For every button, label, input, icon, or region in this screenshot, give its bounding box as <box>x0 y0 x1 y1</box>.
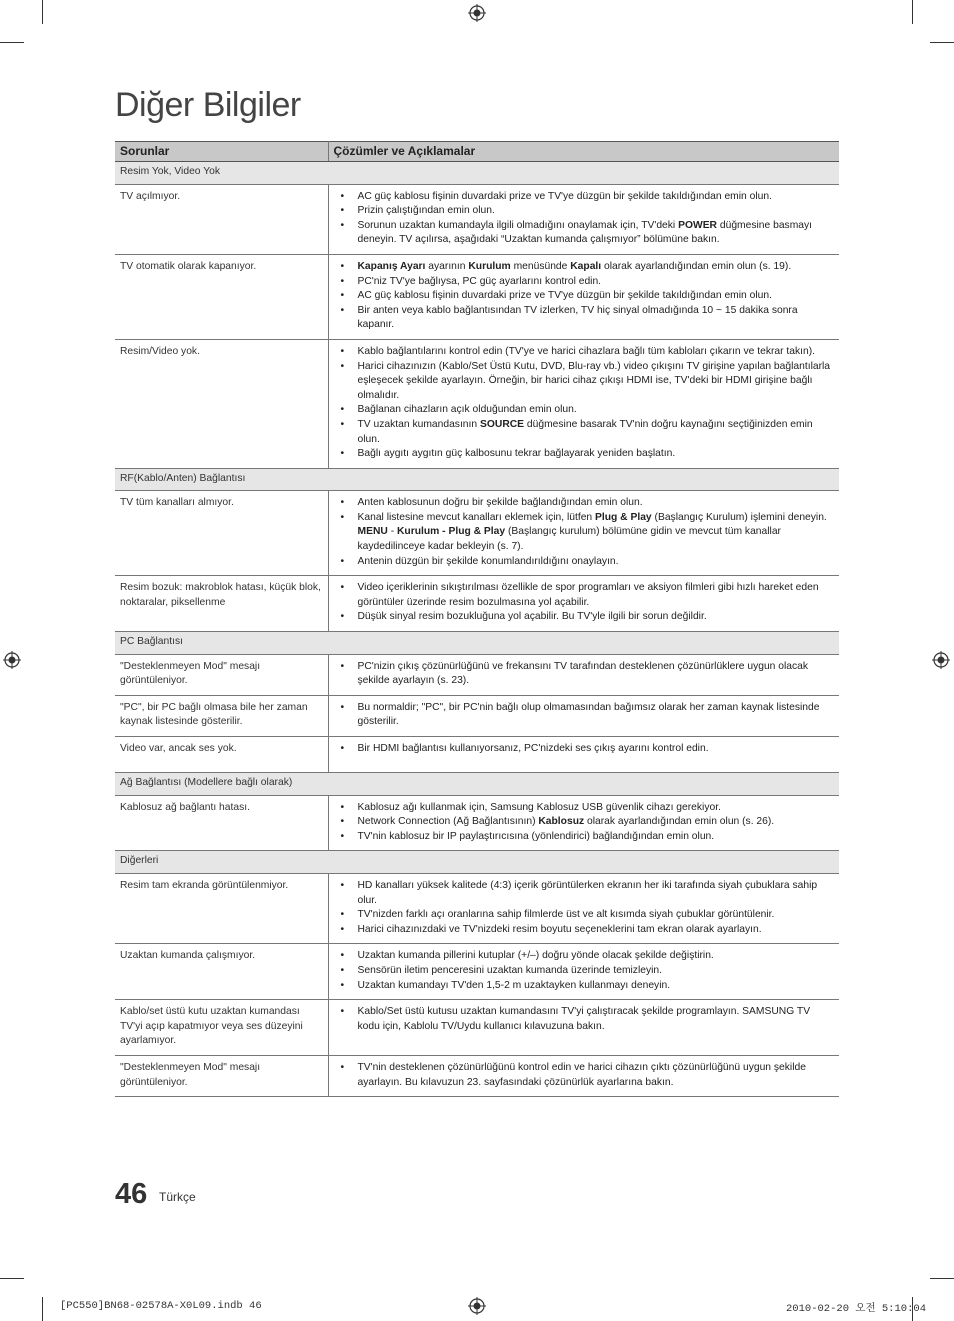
solution-cell <box>328 795 839 851</box>
solution-cell <box>328 339 839 468</box>
section-title: RF(Kablo/Anten) Bağlantısı <box>115 468 839 491</box>
solution-cell <box>328 576 839 632</box>
solution-text: TV'nin desteklenen çözünürlüğünü kontrol edin ve harici cihazın çıktı çözünürlüğünü uygun şekilde ayarlayın. Bu kılavuzun 23. sayfasındaki çözünürlük ayarlarına bakın. <box>357 1061 806 1088</box>
list-item <box>334 204 835 219</box>
solution-list <box>334 801 835 845</box>
solution-text: Harici cihazınızdaki ve TV'nizdeki resim boyutu seçeneklerini tam ekran olarak ayarlayın. <box>357 923 762 935</box>
solution-text: olarak ayarlandığından emin olun (s. 19). <box>601 260 792 272</box>
table-row <box>115 944 839 1000</box>
troubleshooting-table <box>115 141 839 1097</box>
section-title: Diğerleri <box>115 851 839 874</box>
solution-text: Antenin düzgün bir şekilde konumlandırıldığını onaylayın. <box>357 555 619 567</box>
list-item <box>334 964 835 979</box>
column-header-solutions: Çözümler ve Açıklamalar <box>328 142 839 162</box>
table-row <box>115 795 839 851</box>
list-item <box>334 555 835 570</box>
crop-mark <box>42 0 43 24</box>
solution-text: Sensörün iletim penceresini uzaktan kumanda üzerinde temizleyin. <box>357 964 662 976</box>
registration-mark-icon <box>932 651 950 669</box>
emphasis-text: Kapanış Ayarı <box>357 260 426 272</box>
solution-cell <box>328 654 839 695</box>
crop-mark <box>42 1297 43 1321</box>
emphasis-text: Plug & Play <box>595 511 652 523</box>
solution-cell <box>328 184 839 254</box>
solution-text: (Başlangıç kurulum) bölümüne gidin ve mevcut tüm kanallar kaydedilinceye kadar bekleyin (s. 7). <box>357 526 781 553</box>
emphasis-text: SOURCE <box>480 418 525 430</box>
list-item <box>334 949 835 964</box>
table-row <box>115 873 839 943</box>
solution-text: TV'nizden farklı açı oranlarına sahip filmlerde üst ve alt kısımda siyah çubuklar görüntülenir. <box>357 909 775 921</box>
solution-text: PC'niz TV'ye bağlıysa, PC güç ayarlarını kontrol edin. <box>357 275 602 287</box>
solution-text: Bir anten veya kablo bağlantısından TV izlerken, TV hiç sinyal olmadığında 10 ~ 15 dakika sonra kapanır. <box>357 304 798 331</box>
problem-cell: TV açılmıyor. <box>115 184 328 254</box>
list-item <box>334 260 835 275</box>
problem-cell: Uzaktan kumanda çalışmıyor. <box>115 944 328 1000</box>
solution-list <box>334 581 835 625</box>
solution-cell <box>328 873 839 943</box>
solution-list <box>334 701 835 730</box>
list-item <box>334 219 835 248</box>
section-row <box>115 773 839 796</box>
solution-list <box>334 660 835 689</box>
solution-cell <box>328 1055 839 1096</box>
list-item <box>334 581 835 610</box>
emphasis-text: MENU <box>357 526 388 538</box>
solution-text: Kablo/Set üstü kutusu uzaktan kumandasını TV'yi çalıştıracak şekilde programlayın. SAMSUNG TV kodu için, Kablolu TV/Uydu kullanıcı kılavuzuna bakın. <box>357 1006 811 1032</box>
solution-text: Düşük sinyal resim bozukluğuna yol açabilir. Bu TV'yle ilgili bir sorun değildir. <box>357 611 707 623</box>
section-row <box>115 162 839 185</box>
solution-text: TV'nin kablosuz bir IP paylaştırıcısına (yönlendirici) bağlandığından emin olun. <box>357 830 715 842</box>
problem-cell: Kablo/set üstü kutu uzaktan kumandası TV'yi açıp kapatmıyor veya ses düzeyini ayarlamıyor. <box>115 1000 328 1056</box>
list-item <box>334 742 835 757</box>
table-row <box>115 737 839 773</box>
list-item <box>334 879 835 908</box>
list-item <box>334 360 835 404</box>
list-item <box>334 923 835 938</box>
solution-text: Kablosuz ağı kullanmak için, Samsung Kablosuz USB güvenlik cihazı gerekiyor. <box>357 801 721 813</box>
problem-cell: TV otomatik olarak kapanıyor. <box>115 254 328 339</box>
solution-text: Bağlanan cihazların açık olduğundan emin olun. <box>357 404 577 416</box>
solution-text: Network Connection (Ağ Bağlantısının) <box>357 816 539 828</box>
footer-file-info: [PC550]BN68-02578A-X0L09.indb 46 <box>60 1300 262 1312</box>
solution-cell <box>328 254 839 339</box>
list-item <box>334 1005 835 1034</box>
problem-cell: Resim bozuk: makroblok hatası, küçük blok, noktaralar, piksellenme <box>115 576 328 632</box>
column-header-problems: Sorunlar <box>115 142 328 162</box>
list-item <box>334 511 835 555</box>
solution-text: (Başlangıç Kurulum) işlemini deneyin. <box>651 511 827 523</box>
solution-text: düğmesine basmayı deneyin. TV açılırsa, aşağıdaki “Uzaktan kumanda çalışmıyor” bölümüne bakın. <box>357 219 813 246</box>
solution-text: Kablo bağlantılarını kontrol edin (TV'ye ve harici cihazlara bağlı tüm kabloları çıkarın ve tekrar takın). <box>357 345 816 357</box>
emphasis-text: Kapalı <box>570 260 602 272</box>
list-item <box>334 1061 835 1090</box>
table-row <box>115 1055 839 1096</box>
list-item <box>334 345 835 360</box>
table-row <box>115 576 839 632</box>
problem-cell: Video var, ancak ses yok. <box>115 737 328 773</box>
problem-cell: "Desteklenmeyen Mod" mesajı görüntüleniyor. <box>115 1055 328 1096</box>
solution-text: ayarının <box>425 260 469 272</box>
table-body <box>115 162 839 1097</box>
problem-cell: Kablosuz ağ bağlantı hatası. <box>115 795 328 851</box>
list-item <box>334 275 835 290</box>
emphasis-text: Kurulum <box>468 260 511 272</box>
crop-mark <box>0 1278 24 1279</box>
solution-text: TV uzaktan kumandasının <box>357 418 480 430</box>
table-header-row <box>115 142 839 162</box>
solution-text: menüsünde <box>510 260 571 272</box>
solution-text: Bağlı aygıtı aygıtın güç kalbosunu tekrar bağlayarak yeniden başlatın. <box>357 448 676 460</box>
section-row <box>115 632 839 655</box>
solution-text: Prizin çalıştığından emin olun. <box>357 205 495 217</box>
footer-datetime: 2010-02-20 오전 5:10:04 <box>785 1303 926 1315</box>
section-row <box>115 851 839 874</box>
solution-cell <box>328 491 839 576</box>
page-number: 46 <box>115 1178 148 1210</box>
list-item <box>334 815 835 830</box>
solution-text: AC güç kablosu fişinin duvardaki prize ve TV'ye düzgün bir şekilde takıldığından emin olun. <box>357 190 772 202</box>
solution-list <box>334 742 835 757</box>
solution-list <box>334 345 835 462</box>
registration-mark-icon <box>3 651 21 669</box>
problem-cell: TV tüm kanalları almıyor. <box>115 491 328 576</box>
solution-cell <box>328 1000 839 1056</box>
table-row <box>115 1000 839 1056</box>
table-row <box>115 254 839 339</box>
crop-mark <box>0 42 24 43</box>
list-item <box>334 830 835 845</box>
table-row <box>115 184 839 254</box>
language-label: Türkçe <box>159 1190 196 1204</box>
solution-text: Bu normaldir; "PC", bir PC'nin bağlı olup olmamasından bağımsız olarak her zaman kaynak listesinde gösterilir. <box>357 701 820 728</box>
emphasis-text: Kurulum - Plug & Play <box>396 526 506 538</box>
table-row <box>115 695 839 736</box>
solution-text: - <box>387 526 397 538</box>
emphasis-text: Kablosuz <box>538 816 585 828</box>
crop-mark <box>912 0 913 24</box>
registration-mark-icon <box>468 1297 486 1315</box>
list-item <box>334 979 835 994</box>
solution-list <box>334 260 835 333</box>
table-row <box>115 654 839 695</box>
solution-cell <box>328 944 839 1000</box>
solution-list <box>334 1061 835 1090</box>
solution-text: Bir HDMI bağlantısı kullanıyorsanız, PC'nizdeki ses çıkış ayarını kontrol edin. <box>357 743 709 754</box>
solution-text: HD kanalları yüksek kalitede (4:3) içerik görüntülerken ekranın her iki tarafında siyah çubuklara sahip olur. <box>357 879 818 906</box>
list-item <box>334 304 835 333</box>
list-item <box>334 190 835 205</box>
section-title: Ağ Bağlantısı (Modellere bağlı olarak) <box>115 773 839 796</box>
table-row <box>115 339 839 468</box>
solution-text: düğmesine basarak TV'nin doğru kaynağını seçtiğinizden emin olun. <box>357 418 813 445</box>
solution-text: Uzaktan kumanda pillerini kutuplar (+/–) doğru yönde olacak şekilde değiştirin. <box>357 950 714 962</box>
problem-cell: Resim/Video yok. <box>115 339 328 468</box>
solution-text: olarak ayarlandığından emin olun (s. 26). <box>584 816 775 828</box>
registration-mark-icon <box>468 4 486 22</box>
crop-mark <box>930 1278 954 1279</box>
problem-cell: Resim tam ekranda görüntülenmiyor. <box>115 873 328 943</box>
solution-text: Kanal listesine mevcut kanalları eklemek için, lütfen <box>357 511 596 523</box>
solution-list <box>334 879 835 937</box>
solution-text: Uzaktan kumandayı TV'den 1,5-2 m uzaktayken kullanmayı deneyin. <box>357 979 671 991</box>
solution-list <box>334 1005 835 1034</box>
list-item <box>334 908 835 923</box>
section-row <box>115 468 839 491</box>
solution-list <box>334 949 835 993</box>
list-item <box>334 418 835 447</box>
problem-cell: "PC", bir PC bağlı olmasa bile her zaman kaynak listesinde gösterilir. <box>115 695 328 736</box>
section-title: Resim Yok, Video Yok <box>115 162 839 185</box>
solution-text: Video içeriklerinin sıkıştırılması özellikle de spor programları ve aksiyon filmleri gibi hızlı hareket eden görüntüler üzerinde resim bozulmasına yol açabilir. <box>357 582 819 608</box>
list-item <box>334 496 835 511</box>
solution-cell <box>328 737 839 773</box>
list-item <box>334 403 835 418</box>
solution-text: Anten kablosunun doğru bir şekilde bağlandığından emin olun. <box>357 497 643 509</box>
solution-list <box>334 496 835 569</box>
solution-text: PC'nizin çıkış çözünürlüğünü ve frekansını TV tarafından desteklenen çözünürlüklere uygun olacak şekilde ayarlayın (s. 23). <box>357 660 809 687</box>
list-item <box>334 801 835 816</box>
page-title: Diğer Bilgiler <box>115 86 301 124</box>
list-item <box>334 447 835 462</box>
crop-mark <box>930 42 954 43</box>
list-item <box>334 610 835 625</box>
emphasis-text: POWER <box>678 219 717 231</box>
solution-cell <box>328 695 839 736</box>
solution-list <box>334 190 835 248</box>
table-row <box>115 491 839 576</box>
problem-cell: "Desteklenmeyen Mod" mesajı görüntüleniyor. <box>115 654 328 695</box>
list-item <box>334 701 835 730</box>
solution-text: Harici cihazınızın (Kablo/Set Üstü Kutu, DVD, Blu-ray vb.) video çıkışını TV girişine yapılan bağlantılarla eşleşecek şekilde ayarlayın. Örneğin, bir harici cihaz çıkışı HDMI ise, TV'deki bir HDMI girişine bağlı olmalıdır. <box>357 360 831 401</box>
solution-text: Sorunun uzaktan kumandayla ilgili olmadığını onaylamak için, TV'deki <box>357 219 679 231</box>
section-title: PC Bağlantısı <box>115 632 839 655</box>
solution-text: AC güç kablosu fişinin duvardaki prize ve TV'ye düzgün bir şekilde takıldığından emin olun. <box>357 290 772 302</box>
list-item <box>334 289 835 304</box>
list-item <box>334 660 835 689</box>
